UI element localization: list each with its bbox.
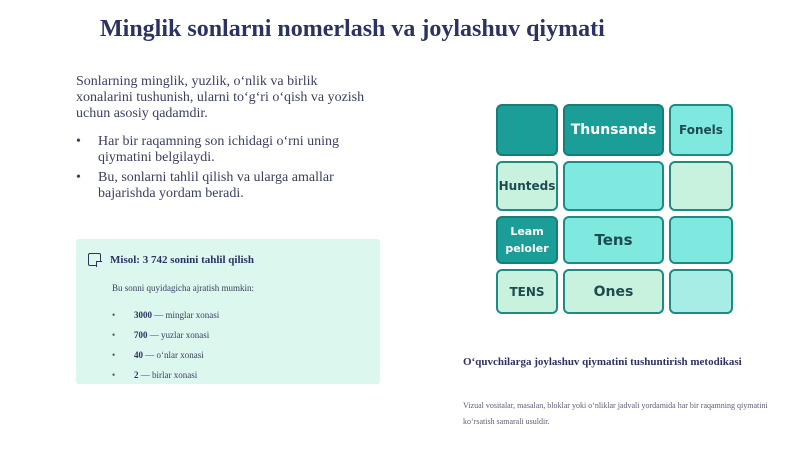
bullet-text: Har bir raqamning son ichidagi o‘rni uning qiymatini belgilaydi.	[98, 134, 340, 165]
grid-cell: Thunsands	[563, 104, 664, 156]
example-header	[88, 253, 254, 266]
method-text: Vizual vositalar, masalan, bloklar yoki o‘nliklar jadvali yordamida har bir raqamning qiymatini ko‘rsatish samarali usuldir.	[463, 401, 768, 426]
example-label: — birlar xonasi	[138, 370, 198, 380]
method-title: O‘quvchilarga joylashuv qiymatini tushuntirish metodikasi	[463, 356, 742, 368]
grid-cell	[563, 161, 664, 211]
bullet-list	[76, 134, 376, 206]
example-card	[76, 239, 380, 384]
example-value: 40	[134, 350, 143, 360]
grid-cell: Fonels	[669, 104, 733, 156]
grid-cell: Leam peloler	[496, 216, 558, 264]
example-label: — minglar xonasi	[152, 310, 220, 320]
bullet-item	[76, 134, 376, 166]
example-subtitle: Bu sonni quyidagicha ajratish mumkin:	[112, 283, 254, 293]
example-item	[112, 305, 219, 325]
note-icon	[88, 253, 101, 266]
example-label: — yuzlar xonasi	[147, 330, 210, 340]
example-list	[112, 305, 219, 385]
example-value: 3000	[134, 310, 152, 320]
grid-cell: Hunteds	[496, 161, 558, 211]
grid-cell	[669, 161, 733, 211]
bullet-item	[76, 170, 376, 202]
grid-cell	[669, 216, 733, 264]
bullet-marker: •	[112, 370, 116, 380]
example-item	[112, 325, 219, 345]
bullet-marker: •	[76, 170, 81, 185]
slide-title: Minglik sonlarni nomerlash va joylashuv qiymati	[100, 16, 605, 42]
grid-cell: TENS	[496, 269, 558, 314]
intro-paragraph: Sonlarning minglik, yuzlik, o‘nlik va birlik xonalarini tushunish, ularni to‘g‘ri o‘qish va yozish uchun asosiy qadamdir.	[76, 74, 365, 121]
example-value: 700	[134, 330, 148, 340]
example-value: 2	[134, 370, 139, 380]
bullet-marker: •	[76, 134, 81, 149]
bullet-marker: •	[112, 330, 116, 340]
grid-cell	[496, 104, 558, 156]
example-item	[112, 345, 219, 365]
grid-cell: Ones	[563, 269, 664, 314]
example-title: Misol: 3 742 sonini tahlil qilish	[110, 253, 254, 266]
bullet-marker: •	[112, 350, 116, 360]
grid-cell: Tens	[563, 216, 664, 264]
example-item	[112, 365, 219, 385]
place-value-grid-illustration	[496, 104, 733, 314]
example-label: — o‘nlar xonasi	[143, 350, 204, 360]
bullet-text: Bu, sonlarni tahlil qilish va ularga amallar bajarishda yordam beradi.	[98, 170, 334, 201]
bullet-marker: •	[112, 310, 116, 320]
grid-cell	[669, 269, 733, 314]
